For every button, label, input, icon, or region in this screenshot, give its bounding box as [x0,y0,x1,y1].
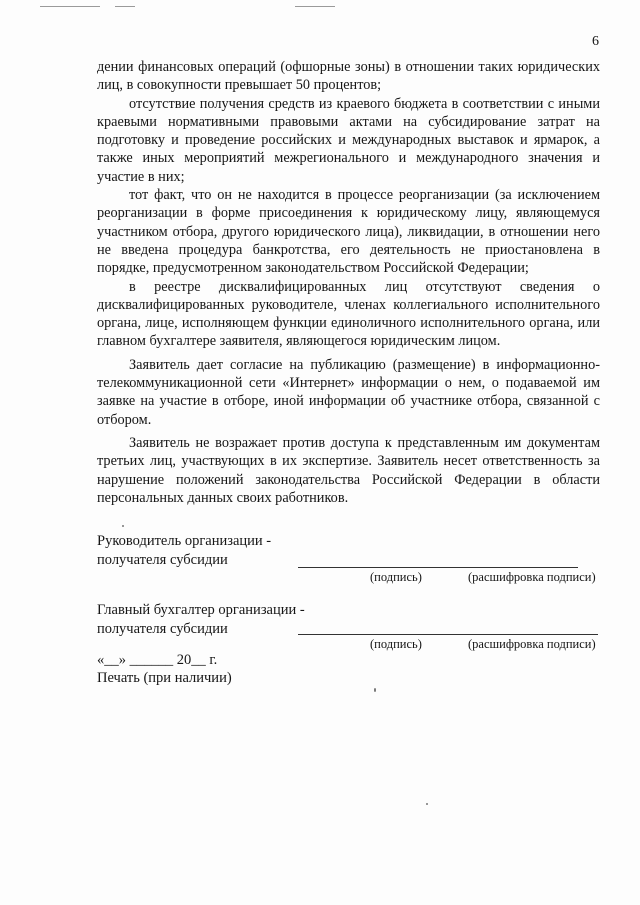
paragraph: отсутствие получения средств из краевого бюджета в соответствии с иными краевыми нормативными правовыми актами на субсидирование затрат на подготовку и проведение российских и международных выставок и ярмарок, а также иных мероприятий межрегионального и международного значения и участие в них; [97,95,600,185]
head-signature-line [298,567,578,568]
scan-edge-line [295,6,335,7]
accountant-signature-label [97,601,305,638]
head-decoding-caption: (расшифровка подписи) [468,570,596,584]
head-signature-title: Руководитель организации - [97,533,272,549]
head-signature-subtitle: получателя субсидии [97,551,228,568]
scan-speck [374,688,376,692]
date-line: «__» ______ 20__ г. [97,652,218,668]
accountant-signature-line [298,634,598,635]
scan-edge-line [115,6,135,7]
paragraph: в реестре дисквалифицированных лиц отсутствуют сведения о дисквалифицированных руководителе, членах коллегиального исполнительного органа, лице, исполняющем функции единоличного исполнительного органа, или главном бухгалтере заявителя, являющегося юридическим лицом. [97,278,600,350]
body-text [97,58,600,507]
paragraph: дении финансовых операций (офшорные зоны) в отношении таких юридических лиц, в совокупности превышает 50 процентов; [97,59,600,94]
paragraph: Заявитель не возражает против доступа к представленным им документам третьих лиц, участвующих в их экспертизе. Заявитель несет ответственность за нарушение положений законодательства Российской Федерации в области персональных данных своих работников. [97,434,600,506]
head-signature-label [97,532,271,569]
accountant-signature-title: Главный бухгалтер организации - [97,602,305,618]
scan-speck [426,803,428,805]
scan-edge-line [40,6,100,7]
scan-speck [122,525,124,527]
accountant-signature-caption: (подпись) [370,637,422,651]
paragraph: Заявитель дает согласие на публикацию (размещение) в информационно-телекоммуникационной сети «Интернет» информации о нем, о подаваемой им заявке на участие в отборе, иной информации об участнике отбора, связанной с отбором. [97,356,600,428]
stamp-line: Печать (при наличии) [97,670,232,686]
paragraph: тот факт, что он не находится в процессе реорганизации (за исключением реорганизации в форме присоединения к юридическому лицу, являющемуся участником отбора, другого юридического лица), ликвидации, в отношении него не введена процедура банкротства, его деятельность не приостановлена в порядке, предусмотренном законодательством Российской Федерации; [97,187,600,277]
accountant-signature-subtitle: получателя субсидии [97,620,228,637]
head-signature-caption: (подпись) [370,570,422,584]
accountant-decoding-caption: (расшифровка подписи) [468,637,596,651]
page-number: 6 [592,34,599,49]
